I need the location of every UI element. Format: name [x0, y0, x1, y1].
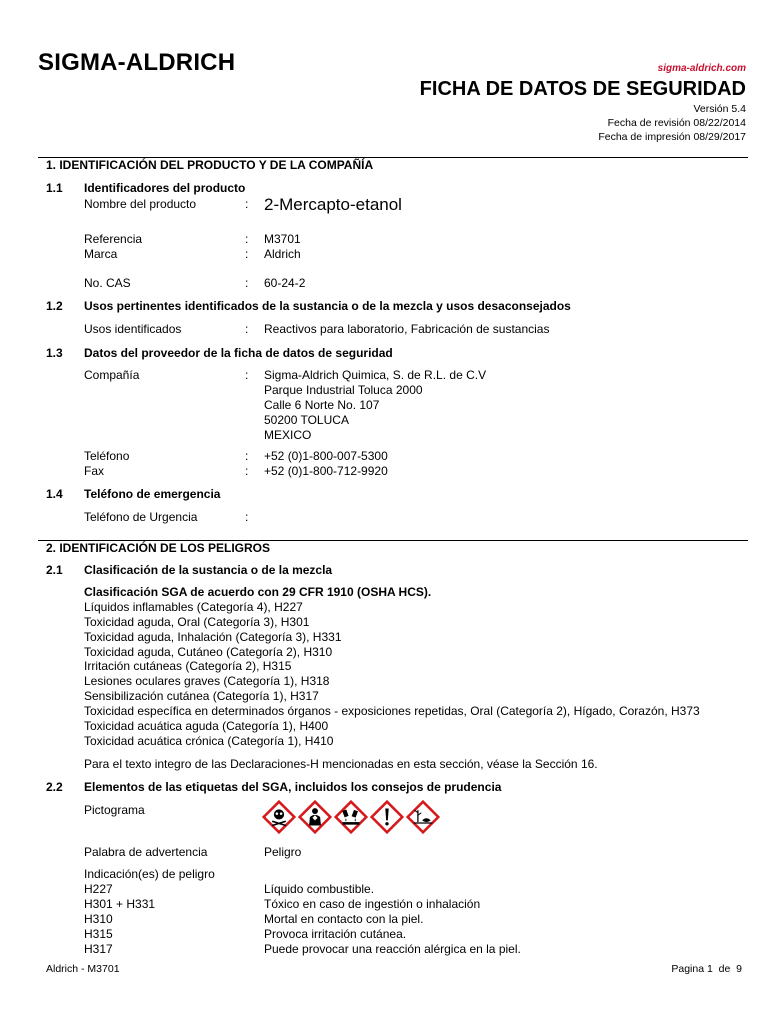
classification-item: Toxicidad aguda, Oral (Categoría 3), H301 — [84, 615, 310, 629]
uses-value: Reactivos para laboratorio, Fabricación de sustancias — [264, 322, 550, 336]
classification-item: Toxicidad aguda, Inhalación (Categoría 3), H331 — [84, 630, 342, 644]
field-label: Nombre del producto — [84, 197, 197, 211]
field-label: Indicación(es) de peligro — [84, 867, 215, 881]
field-label: Pictograma — [84, 803, 145, 817]
environment-pictogram-icon — [406, 800, 440, 834]
hazard-code: H301 + H331 — [84, 897, 156, 911]
field-label: Teléfono de Urgencia — [84, 510, 198, 524]
field-label: Referencia — [84, 232, 143, 246]
classification-item: Irritación cutáneas (Categoría 2), H315 — [84, 659, 292, 673]
subsection-heading: Usos pertinentes identificados de la sustancia o de la mezcla y usos desaconsejados — [84, 299, 571, 313]
h-statements-note: Para el texto integro de las Declaraciones-H mencionadas en esta sección, véase la Sección 16. — [84, 757, 598, 771]
field-label: Fax — [84, 464, 105, 478]
website-link[interactable]: sigma-aldrich.com — [657, 63, 746, 74]
footer-product: Aldrich - M3701 — [46, 963, 120, 975]
field-colon: : — [245, 510, 249, 524]
field-colon: : — [245, 247, 249, 261]
subsection-heading: Elementos de las etiquetas del SGA, incluidos los consejos de prudencia — [84, 780, 502, 794]
field-colon: : — [245, 368, 249, 382]
company-line: Calle 6 Norte No. 107 — [264, 398, 380, 412]
subsection-number: 1.1 — [46, 181, 63, 195]
subsection-number: 1.4 — [46, 487, 63, 501]
classification-item: Toxicidad acuática aguda (Categoría 1), H400 — [84, 719, 329, 733]
field-colon: : — [245, 464, 249, 478]
brand-logo: SIGMA-ALDRICH — [38, 49, 236, 76]
document-title: FICHA DE DATOS DE SEGURIDAD — [419, 78, 746, 100]
ghs-pictograms — [262, 800, 440, 834]
fax-value: +52 (0)1-800-712-9920 — [264, 464, 388, 478]
sga-classification-title: Clasificación SGA de acuerdo con 29 CFR 1910 (OSHA HCS). — [84, 585, 432, 599]
classification-item: Lesiones oculares graves (Categoría 1), H318 — [84, 674, 330, 688]
subsection-heading: Datos del proveedor de la ficha de datos de seguridad — [84, 346, 393, 360]
print-date: Fecha de impresión 08/29/2017 — [598, 131, 746, 143]
subsection-number: 1.3 — [46, 346, 63, 360]
health-hazard-pictogram-icon — [298, 800, 332, 834]
section-2-title: 2. IDENTIFICACIÓN DE LOS PELIGROS — [46, 541, 271, 555]
product-name: 2-Mercapto-etanol — [264, 195, 402, 214]
revision-date: Fecha de revisión 08/22/2014 — [607, 117, 746, 129]
hazard-text: Tóxico en caso de ingestión o inhalación — [264, 897, 481, 911]
subsection-heading: Clasificación de la sustancia o de la mezcla — [84, 563, 333, 577]
company-line: MEXICO — [264, 428, 312, 442]
skull-crossbones-pictogram-icon — [262, 800, 296, 834]
field-label: Teléfono — [84, 449, 130, 463]
version-text: Versión 5.4 — [693, 103, 746, 115]
hazard-text: Puede provocar una reacción alérgica en la piel. — [264, 942, 521, 956]
exclamation-pictogram-icon — [370, 800, 404, 834]
field-colon: : — [245, 322, 249, 336]
subsection-number: 2.2 — [46, 780, 63, 794]
company-line: Parque Industrial Toluca 2000 — [264, 383, 423, 397]
brand-value: Aldrich — [264, 247, 301, 261]
hazard-code: H315 — [84, 927, 113, 941]
field-label: No. CAS — [84, 276, 131, 290]
field-label: Compañía — [84, 368, 140, 382]
field-colon: : — [245, 449, 249, 463]
classification-item: Toxicidad acuática crónica (Categoría 1), H410 — [84, 734, 334, 748]
section-1-title: 1. IDENTIFICACIÓN DEL PRODUCTO Y DE LA COMPAÑÍA — [46, 158, 374, 172]
hazard-code: H310 — [84, 912, 113, 926]
hazard-text: Mortal en contacto con la piel. — [264, 912, 424, 926]
subsection-number: 2.1 — [46, 563, 63, 577]
field-label: Usos identificados — [84, 322, 182, 336]
cas-value: 60-24-2 — [264, 276, 306, 290]
company-line: Sigma-Aldrich Quimica, S. de R.L. de C.V — [264, 368, 487, 382]
subsection-heading: Teléfono de emergencia — [84, 487, 221, 501]
field-label: Marca — [84, 247, 118, 261]
field-label: Palabra de advertencia — [84, 845, 208, 859]
subsection-heading: Identificadores del producto — [84, 181, 246, 195]
company-line: 50200 TOLUCA — [264, 413, 349, 427]
phone-value: +52 (0)1-800-007-5300 — [264, 449, 388, 463]
classification-item: Toxicidad aguda, Cutáneo (Categoría 2), H310 — [84, 645, 333, 659]
page-number: Pagina 1 de 9 — [671, 963, 742, 975]
field-colon: : — [245, 276, 249, 290]
field-colon: : — [245, 197, 249, 211]
signal-word: Peligro — [264, 845, 302, 859]
hazard-code: H227 — [84, 882, 113, 896]
hazard-code: H317 — [84, 942, 113, 956]
subsection-number: 1.2 — [46, 299, 63, 313]
hazard-text: Líquido combustible. — [264, 882, 375, 896]
field-colon: : — [245, 232, 249, 246]
classification-item: Toxicidad específica en determinados órganos - exposiciones repetidas, Oral (Categoría 2), Hígado, Corazón, H373 — [84, 704, 700, 718]
reference-value: M3701 — [264, 232, 301, 246]
hazard-text: Provoca irritación cutánea. — [264, 927, 407, 941]
corrosion-pictogram-icon — [334, 800, 368, 834]
classification-item: Líquidos inflamables (Categoría 4), H227 — [84, 600, 303, 614]
classification-item: Sensibilización cutánea (Categoría 1), H317 — [84, 689, 319, 703]
